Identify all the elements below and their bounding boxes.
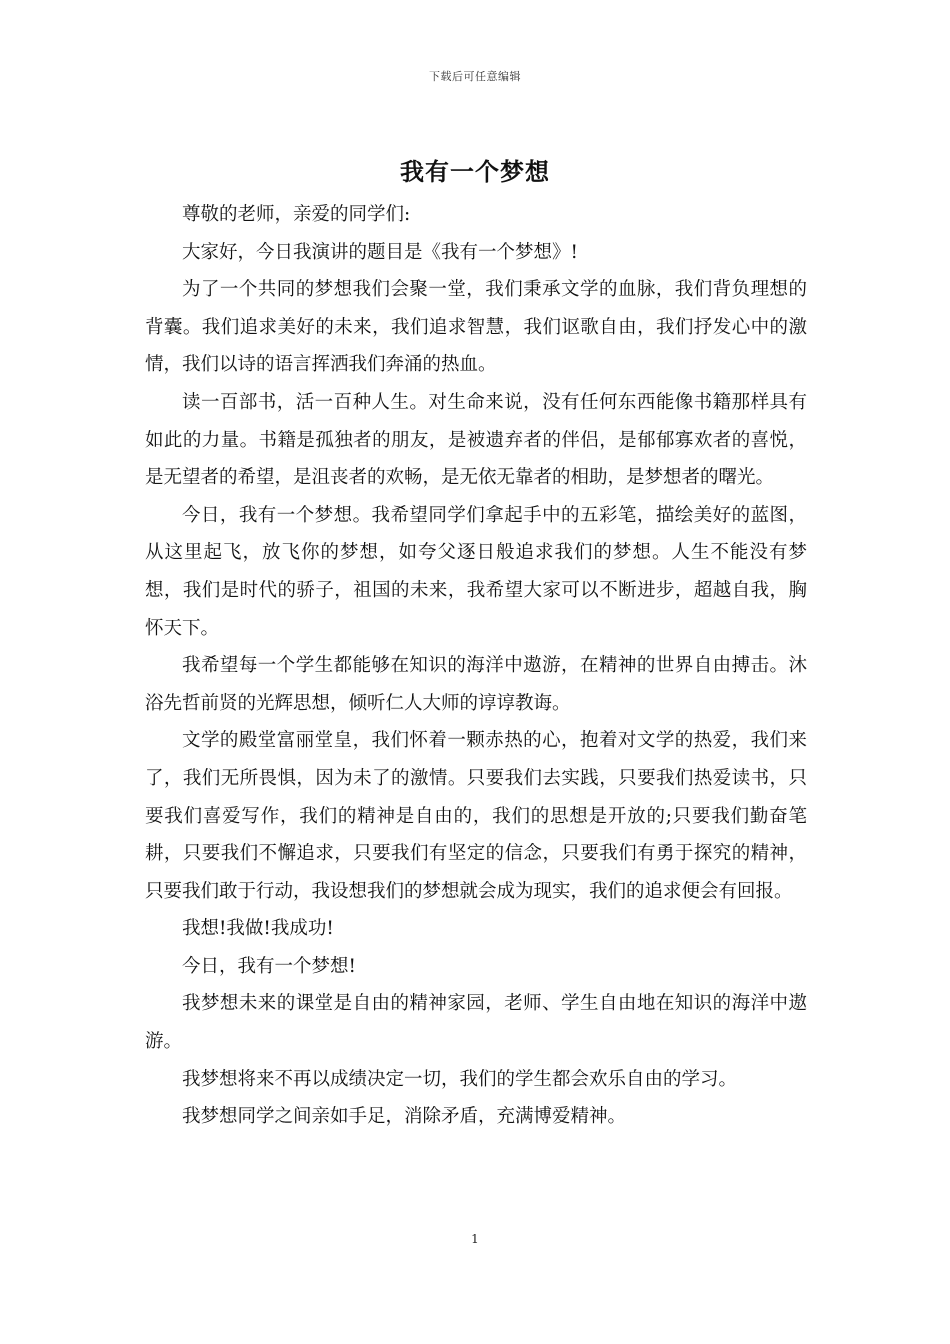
page-number: 1 bbox=[471, 1232, 479, 1246]
paragraph: 我希望每一个学生都能够在知识的海洋中遨游，在精神的世界自由搏击。沐浴先哲前贤的光辉思想，倾听仁人大师的谆谆教诲。 bbox=[145, 655, 807, 714]
header-note: 下载后可任意编辑 bbox=[429, 70, 521, 83]
paragraph: 我梦想未来的课堂是自由的精神家园，老师、学生自由地在知识的海洋中遨游。 bbox=[145, 993, 807, 1053]
document-body bbox=[145, 196, 807, 1136]
paragraph-greeting: 大家好，今日我演讲的题目是《我有一个梦想》! bbox=[182, 241, 578, 263]
paragraph: 文学的殿堂富丽堂皇，我们怀着一颗赤热的心，抱着对文学的热爱，我们来了，我们无所畏惧，因为未了的激情。只要我们去实践，只要我们热爱读书，只要我们喜爱写作，我们的精神是自由的，我们的思想是开放的;只要我们勤奋笔耕，只要我们不懈追求，只要我们有坚定的信念，只要我们有勇于探究的精神，只要我们敢于行动，我设想我们的梦想就会成为现实，我们的追求便会有回报。 bbox=[145, 730, 807, 902]
paragraph: 我想!我做!我成功! bbox=[182, 918, 334, 940]
paragraph: 我梦想同学之间亲如手足，消除矛盾，充满博爱精神。 bbox=[182, 1106, 627, 1128]
paragraph: 我梦想将来不再以成绩决定一切，我们的学生都会欢乐自由的学习。 bbox=[182, 1068, 738, 1090]
paragraph: 今日，我有一个梦想! bbox=[182, 955, 356, 977]
paragraph: 为了一个共同的梦想我们会聚一堂，我们秉承文学的血脉，我们背负理想的背囊。我们追求美好的未来，我们追求智慧，我们讴歌自由，我们抒发心中的激情，我们以诗的语言挥洒我们奔涌的热血。 bbox=[145, 279, 807, 376]
paragraph: 读一百部书，活一百种人生。对生命来说，没有任何东西能像书籍那样具有如此的力量。书籍是孤独者的朋友，是被遗弃者的伴侣，是郁郁寡欢者的喜悦，是无望者的希望，是沮丧者的欢畅，是无依无靠者的相助，是梦想者的曙光。 bbox=[145, 391, 807, 489]
paragraph-salutation: 尊敬的老师，亲爱的同学们: bbox=[182, 204, 411, 225]
document-title: 我有一个梦想 bbox=[400, 157, 550, 186]
paragraph: 今日，我有一个梦想。我希望同学们拿起手中的五彩笔，描绘美好的蓝图，从这里起飞，放飞你的梦想，如夸父逐日般追求我们的梦想。人生不能没有梦想，我们是时代的骄子，祖国的未来，我希望大家可以不断进步，超越自我，胸怀天下。 bbox=[145, 504, 807, 639]
